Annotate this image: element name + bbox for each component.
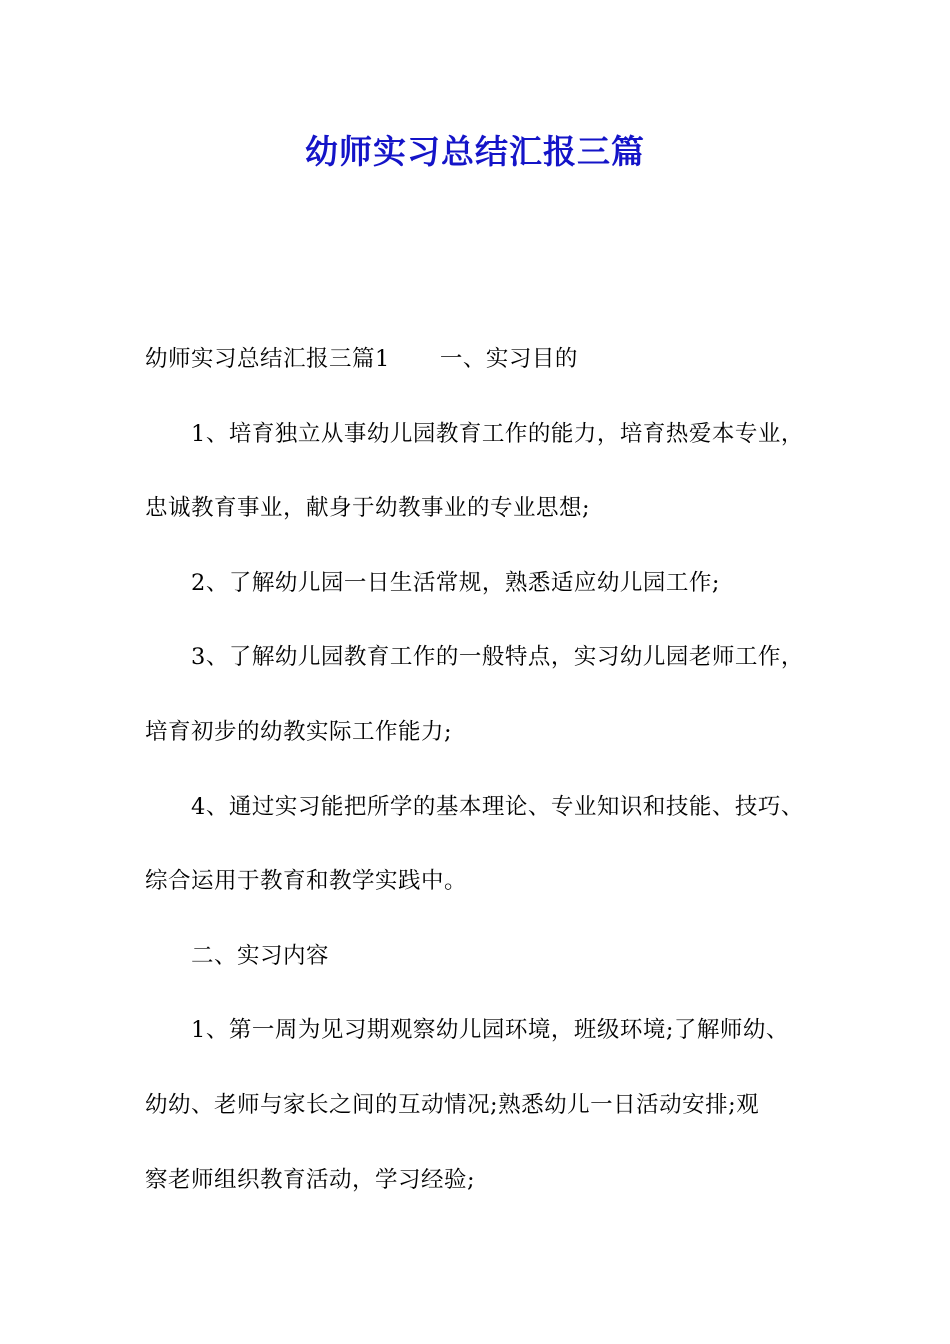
paragraph-line: 察老师组织教育活动，学习经验; — [145, 1166, 476, 1193]
document-title: 幼师实习总结汇报三篇 — [305, 132, 645, 171]
paragraph-line: 4、通过实习能把所学的基本理论、专业知识和技能、技巧、 — [191, 793, 804, 820]
paragraph-line: 3、了解幼儿园教育工作的一般特点，实习幼儿园老师工作， — [191, 644, 804, 671]
paragraph-line: 培育初步的幼教实际工作能力; — [145, 718, 453, 745]
document-body — [145, 334, 845, 1229]
paragraph-line: 综合运用于教育和教学实践中。 — [145, 868, 468, 895]
paragraph-line: 忠诚教育事业，献身于幼教事业的专业思想; — [145, 495, 591, 522]
paragraph-line-heading — [145, 334, 845, 409]
paragraph-line: 2、了解幼儿园一日生活常规，熟悉适应幼儿园工作; — [191, 569, 720, 596]
paragraph-line: 1、培育独立从事幼儿园教育工作的能力，培育热爱本专业， — [191, 420, 804, 447]
paragraph-line: 幼幼、老师与家长之间的互动情况;熟悉幼儿一日活动安排;观 — [145, 1091, 760, 1118]
section-title: 幼师实习总结汇报三篇1 — [145, 346, 390, 372]
subsection-heading: 一、实习目的 — [439, 346, 578, 372]
subsection-heading: 二、实习内容 — [191, 942, 330, 969]
paragraph-line: 1、第一周为见习期观察幼儿园环境，班级环境;了解师幼、 — [191, 1017, 789, 1044]
